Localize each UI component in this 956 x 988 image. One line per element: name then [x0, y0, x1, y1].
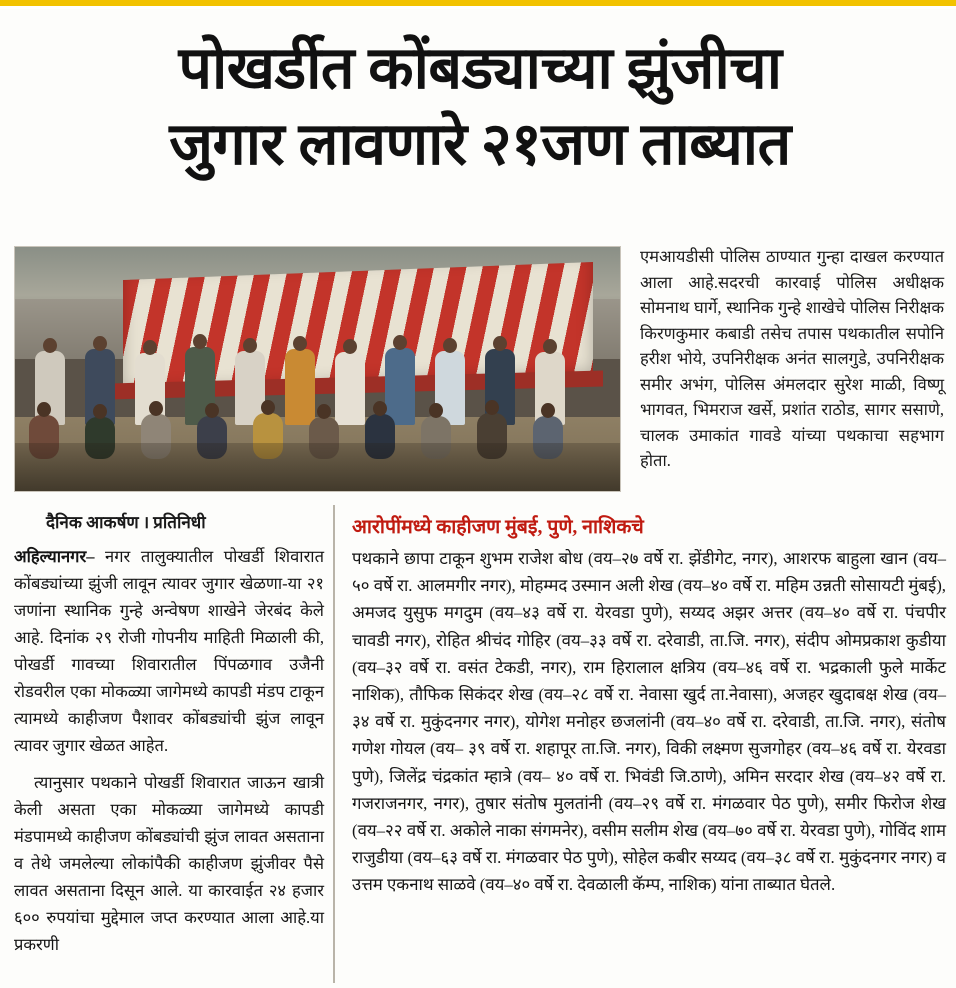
article-right-column [352, 545, 946, 899]
top-accent-rule-gap [0, 6, 956, 9]
sub-headline: आरोपींमध्ये काहीजण मुंबई, पुणे, नाशिकचे [352, 517, 644, 538]
article-left-column [14, 543, 324, 968]
left-paragraph-2: त्यानुसार पथकाने पोखर्डी शिवारात जाऊन खात्री केली असता एका मोकळ्या जागेमध्ये कापडी मंडपामध्ये काहीजण कोंबड्यांची झुंज लावत असताना व तेथे जमलेल्या लोकांपैकी काहीजण झुंजीवर पैसे लावत असताना दिसून आले. या कारवाईत २४ हजार ६०० रुपयांचा मुद्देमाल जप्त करण्यात आला आहे.या प्रकरणी [14, 773, 324, 954]
right-paragraph-1: पथकाने छापा टाकून शुभम राजेश बोध (वय–२७ वर्षे रा. झेंडीगेट, नगर), आशरफ बाहुला खान (वय–५० वर्षे रा. आलमगीर नगर), मोहम्मद उस्मान अली शेख (वय–४० वर्षे रा. महिम उन्नती सोसायटी मुंबई), अमजद युसुफ मगदुम (वय–४३ वर्षे रा. येरवडा पुणे), सय्यद अझर अत्तर (वय–४० वर्षे रा. पंचपीर चावडी नगर), रोहित श्रीचंद गोहिर (वय–३३ वर्षे रा. दरेवाडी, ता.जि. नगर), संदीप ओमप्रकाश कुडीया (वय–३२ वर्षे रा. वसंत टेकडी, नगर), राम हिरालाल क्षत्रिय (वय–४६ वर्षे रा. भद्रकाली फुले मार्केट नाशिक), तौफिक सिकंदर शेख (वय–२८ वर्षे रा. नेवासा खुर्द ता.नेवासा), अजहर खुदाबक्ष शेख (वय–३४ वर्षे रा. मुकुंदनगर नगर), योगेश मनोहर छजलांनी (वय–४० वर्षे रा. दरेवाडी, ता.जि. नगर), संतोष गणेश गोयल (वय– ३९ वर्षे रा. शहापूर ता.जि. नगर), विकी लक्ष्मण सुजगोहर (वय–४६ वर्षे रा. येरवडा पुणे), जिलेंद्र चंद्रकांत म्हात्रे (वय– ४० वर्षे रा. भिवंडी जि.ठाणे), अमिन सरदार शेख (वय–४२ वर्षे रा. गजराजनगर, नगर), तुषार संतोष मुलतांनी (वय–२९ वर्षे रा. मंगळवार पेठ पुणे), समीर फिरोज शेख (वय–२२ वर्षे रा. अकोले नाका संगमनेर), वसीम सलीम शेख (वय–७० वर्षे रा. येरवडा पुणे), गोविंद शाम राजुडीया (वय–६३ वर्षे रा. मंगळवार पेठ पुणे), सोहेल कबीर सय्यद (वय–३८ वर्षे रा. मुकुंदनगर नगर) व उत्तम एकनाथ साळवे (वय–४० वर्षे रा. देवळाली कॅम्प, नाशिक) यांना ताब्यात घेतले. [352, 549, 946, 895]
news-photo [14, 246, 621, 492]
byline-reporter: प्रतिनिधी [153, 513, 206, 532]
article-intro-right: एमआयडीसी पोलिस ठाण्यात गुन्हा दाखल करण्यात आला आहे.सदरची कारवाई पोलिस अधीक्षक सोमनाथ घार्गे, स्थानिक गुन्हे शाखेचे पोलिस निरीक्षक किरणकुमार कबाडी तसेच तपास पथकातील सपोनि हरीश भोये, उपनिरीक्षक अनंत सालगुडे, उपनिरीक्षक समीर अभंग, पोलिस अंमलदार सुरेश माळी, विष्णू भागवत, भिमराज खर्से, प्रशांत राठोड, सागर ससाणे, चालक उमाकांत गावडे यांच्या पथकाचा सहभाग होता. [640, 247, 944, 470]
headline-line-2: जुगार लावणारे २१जण ताब्यात [169, 111, 791, 177]
page-title [16, 30, 944, 182]
byline-separator: । [142, 513, 150, 532]
left-paragraph-1-text: नगर तालुक्यातील पोखर्डी शिवारात कोंबड्यांच्या झुंजी लावून त्यावर जुगार खेळणा-या २१ जणांना स्थानिक गुन्हे अन्वेषण शाखेने जेरबंद केले आहे. दिनांक २९ रोजी गोपनीय माहिती मिळाली की, पोखर्डी गावच्या शिवारातील पिंपळगाव उजैनी रोडवरील एका मोकळ्या जागेमध्ये कापडी मंडप टाकून त्यामध्ये काहीजण पैशावर कोंबड्यांची झुंज लावून त्यावर जुगार खेळत आहेत. [14, 547, 324, 755]
dateline: अहिल्यानगर– [14, 547, 95, 566]
byline [46, 510, 206, 533]
left-paragraph-1 [14, 543, 324, 759]
photo-foreground-shadow [15, 443, 620, 491]
headline-line-1: पोखर्डीत कोंबड्याच्या झुंजीचा [178, 35, 782, 101]
byline-publication: दैनिक आकर्षण [46, 513, 139, 532]
column-divider [333, 505, 335, 983]
